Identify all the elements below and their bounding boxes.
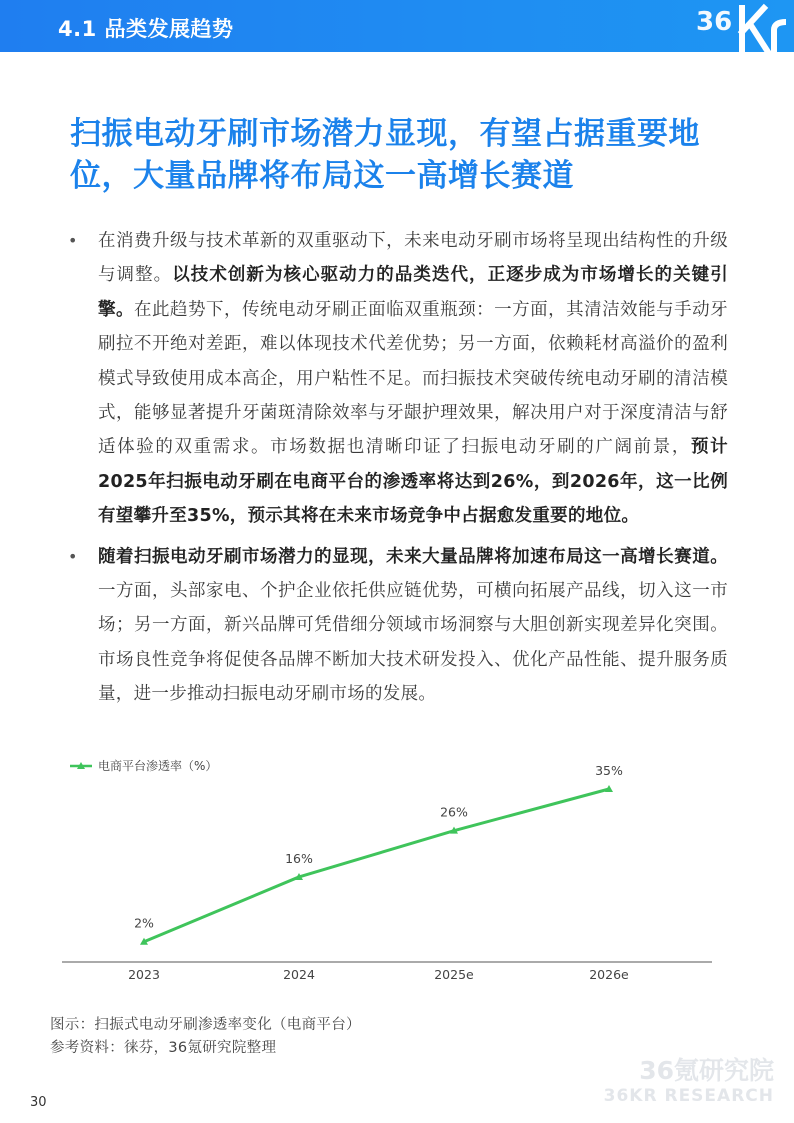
bullet-text bbox=[98, 540, 728, 712]
data-label: 26% bbox=[440, 804, 468, 820]
bullet-segment: 一方面，头部家电、个护企业依托供应链优势，可横向拓展产品线，切入这一市场；另一方面，新兴品牌可凭借细分领域市场洞察与大胆创新实现差异化突围。市场良性竞争将促使各品牌不断加大技术研发投入、优化产品性能、提升服务质量，进一步推动扫振电动牙刷市场的发展。 bbox=[98, 581, 728, 705]
data-label: 16% bbox=[285, 850, 313, 866]
penetration-line-chart bbox=[40, 750, 740, 990]
data-label: 35% bbox=[595, 763, 623, 778]
bullet-dot: • bbox=[68, 231, 78, 250]
source-caption: 参考资料：徕芬，36氪研究院整理 bbox=[50, 1040, 277, 1056]
page-number: 30 bbox=[30, 1095, 47, 1110]
watermark-line-1: 36氪研究院 bbox=[639, 1056, 774, 1085]
x-tick-label: 2024 bbox=[283, 967, 315, 982]
bullet-item bbox=[68, 540, 728, 712]
bullet-segment: 在消费升级与技术革新的双重驱动下，未来电动牙刷市场将呈现出结构性的升级与调整。 bbox=[98, 231, 728, 286]
chart-plot bbox=[128, 763, 629, 982]
section-title: 4.1 品类发展趋势 bbox=[58, 17, 234, 41]
x-tick-label: 2026e bbox=[589, 967, 629, 982]
headline bbox=[70, 113, 750, 197]
headline-line-1: 扫振电动牙刷市场潜力显现，有望占据重要地 bbox=[70, 116, 700, 152]
headline-line-2: 位，大量品牌将布局这一高增长赛道 bbox=[70, 158, 574, 194]
bullet-segment-bold: 以技术创新为核心驱动力的品类迭代，正逐步成为市场增长的关键引擎。 bbox=[98, 265, 729, 320]
36kr-logo bbox=[694, 0, 794, 52]
bullet-item bbox=[68, 224, 728, 534]
series-line bbox=[144, 789, 609, 942]
x-tick-label: 2025e bbox=[434, 967, 474, 982]
watermark bbox=[604, 1056, 774, 1106]
bullet-segment-bold: 随着扫振电动牙刷市场潜力的显现，未来大量品牌将加速布局这一高增长赛道。 bbox=[98, 546, 728, 567]
figure-caption: 图示：扫振式电动牙刷渗透率变化（电商平台） bbox=[50, 1017, 361, 1033]
x-tick-label: 2023 bbox=[128, 967, 160, 982]
bullet-segment-bold: 预计2025年扫振电动牙刷在电商平台的渗透率将达到26%，到2026年，这一比例有望攀升至35%，预示其将在未来市场竞争中占据愈发重要的地位。 bbox=[98, 437, 728, 527]
bullet-segment: 在此趋势下，传统电动牙刷正面临双重瓶颈：一方面，其清洁效能与手动牙刷拉不开绝对差距，难以体现技术代差优势；另一方面，依赖耗材高溢价的盈利模式导致使用成本高企，用户粘性不足。而扫振技术突破传统电动牙刷的清洁模式，能够显著提升牙菌斑清除效率与牙龈护理效果，解决用户对于深度清洁与舒适体验的双重需求。市场数据也清晰印证了扫振电动牙刷的广阔前景， bbox=[98, 299, 728, 458]
legend-label: 电商平台渗透率（%） bbox=[98, 759, 218, 773]
svg-text:36: 36 bbox=[696, 7, 733, 37]
bullet-text bbox=[98, 224, 728, 534]
chart-legend bbox=[70, 758, 217, 773]
watermark-line-2: 36KR RESEARCH bbox=[603, 1086, 774, 1106]
header-bar bbox=[0, 0, 794, 52]
bullet-list bbox=[68, 224, 728, 718]
data-label: 2% bbox=[134, 915, 154, 931]
bullet-dot: • bbox=[68, 546, 78, 566]
